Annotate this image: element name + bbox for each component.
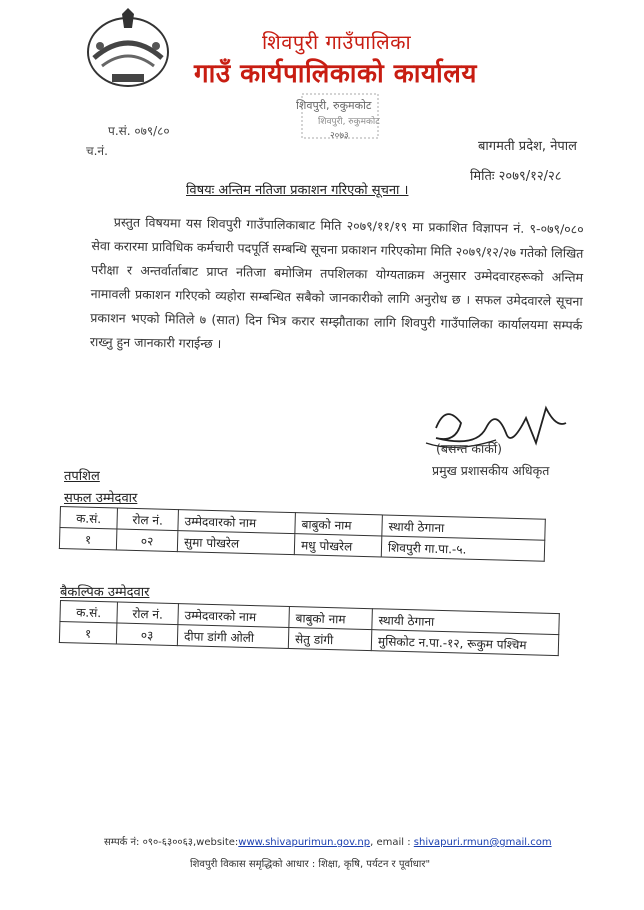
column-header: बाबुको नाम xyxy=(289,607,373,630)
letter-date: मितिः २०७९/१२/२८ xyxy=(470,169,562,184)
table-cell: १ xyxy=(59,528,117,550)
website-link[interactable]: www.shivapurimun.gov.np xyxy=(238,837,371,848)
alternate-candidates-heading: बैकल्पिक उम्मेदवार xyxy=(60,585,150,600)
signer-name: (बसन्त कार्की) xyxy=(436,441,502,456)
nepal-emblem-icon xyxy=(82,8,174,92)
column-header: उम्मेदवारको नाम xyxy=(178,510,296,534)
province-address: बागमती प्रदेश, नेपाल xyxy=(478,139,577,154)
column-header: बाबुको नाम xyxy=(295,513,383,536)
table-cell: १ xyxy=(59,622,117,644)
table-cell: सुमा पोखरेल xyxy=(177,531,295,555)
dispatch-number: च.नं. xyxy=(86,144,108,158)
stamp-year: २०७३ xyxy=(330,131,349,141)
organization-name: शिवपुरी गाउँपालिका xyxy=(262,30,412,54)
column-header: उम्मेदवारको नाम xyxy=(178,604,290,628)
contact-prefix: सम्पर्क नं: ०९०-६३००६३,website: xyxy=(104,837,239,848)
email-link[interactable]: shivapuri.rmun@gmail.com xyxy=(413,837,552,848)
column-header: क.सं. xyxy=(60,507,118,529)
office-name: गाउँ कार्यपालिकाको कार्यालय xyxy=(194,59,477,89)
table-cell: शिवपुरी गा.पा.-५. xyxy=(381,536,544,561)
table-cell: मधु पोखरेल xyxy=(294,534,382,557)
notice-body-text: प्रस्तुत विषयमा यस शिवपुरी गाउँपालिकाबाट मिति २०७९/११/१९ मा प्रकाशित विज्ञापन नं. ९-०७९/०८० सेवा करारमा प्राविधिक कर्मचारी पदपूर्ति सम्बन्धि सूचना प्रकाशन गरिएकोमा मिति २०७९/१२/२७ गतेको लिखित परीक्षा र अन्तर्वार्ताबाट प्राप्त नतिजा बमोजिम तपशिलका योग्यताक्रम अनुसार उम्मेदवारहरूको अन्तिम नामावली प्रकाशन गरिएको व्यहोरा सम्बन्धित सबैको जानकारीको लागि अनुरोध छ । सफल उमेदवारले सूचना प्रकाशन भएको मितिले ७ (सात) दिन भित्र करार सम्झौताका लागि शिवपुरी गाउँपालिका कार्यालयमा सम्पर्क राख्नु हुन जानकारी गराईन्छ । xyxy=(89,214,584,352)
column-header: रोल नं. xyxy=(117,602,179,625)
email-prefix: , email : xyxy=(370,837,414,848)
table-cell: दीपा डांगी ओली xyxy=(177,625,289,649)
table-cell: ०३ xyxy=(116,623,178,646)
notice-body xyxy=(90,210,584,362)
column-header: रोल नं. xyxy=(117,508,179,531)
passed-candidates-heading: सफल उम्मेदवार xyxy=(64,491,138,506)
passed-candidates-table xyxy=(59,506,546,562)
column-header: स्थायी ठेगाना xyxy=(372,609,559,635)
subject-line: विषयः अन्तिम नतिजा प्रकाशन गरिएको सूचना । xyxy=(186,183,409,198)
table-cell: सेतु डांगी xyxy=(288,628,372,651)
footer-tagline: शिवपुरी विकास समृद्धिको आधार : शिक्षा, कृषि, पर्यटन र पूर्वाधार" xyxy=(190,859,431,870)
details-heading: तपशिल xyxy=(64,469,100,484)
column-header: स्थायी ठेगाना xyxy=(382,515,545,540)
column-header: क.सं. xyxy=(60,601,118,623)
contact-line xyxy=(104,834,552,848)
alternate-candidates-table xyxy=(59,600,560,656)
signer-designation: प्रमुख प्रशासकीय अधिकृत xyxy=(432,463,550,478)
reference-number: प.सं. ०७९/८० xyxy=(108,124,170,138)
table-cell: ०२ xyxy=(116,529,178,552)
stamp-text: शिवपुरी, रुकुमकोट xyxy=(296,99,372,112)
table-cell: मुसिकोट न.पा.-१२, रूकुम पश्चिम xyxy=(371,630,558,656)
stamp-line: शिवपुरी, रुकुमकोट xyxy=(318,117,380,127)
